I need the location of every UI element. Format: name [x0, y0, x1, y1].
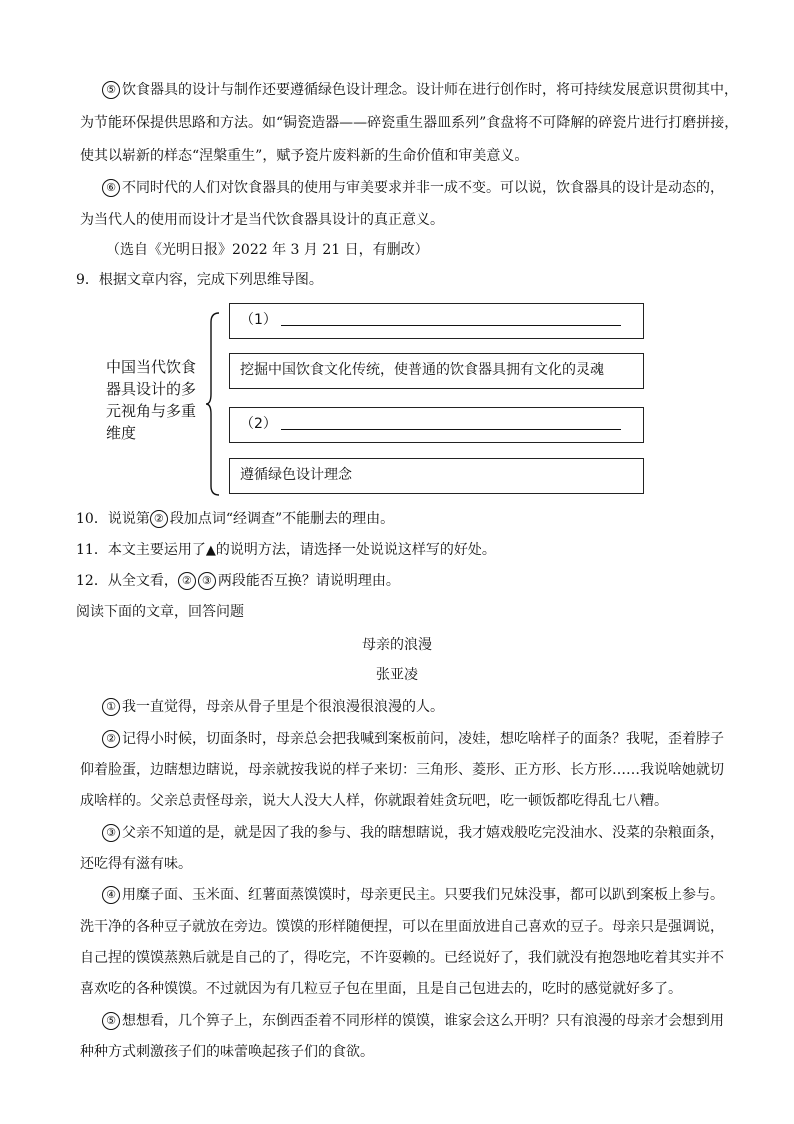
- article-paragraph-3-line-1: ③ 父亲不知道的是，就是因了我的参与、我的瞎想瞎说，我才嬉戏般吃完没油水、没菜的杂粮面条，: [102, 823, 724, 843]
- paragraph-number: ②: [178, 572, 196, 590]
- article-paragraph-4-line-2: 洗干净的各种豆子就放在旁边。馍馍的形样随便捏，可以在里面放进自己喜欢的豆子。母亲只是强调说，: [80, 919, 724, 935]
- paragraph-number: ⑥: [102, 179, 120, 197]
- paragraph-5-line-3: 使其以崭新的样态“涅槃重生”，赋予瓷片废料新的生命价值和审美意义。: [80, 148, 529, 164]
- mindmap-box-2: 挖掘中国饮食文化传统，使普通的饮食器具拥有文化的灵魂: [229, 353, 644, 389]
- triangle-icon: ▲: [205, 543, 216, 558]
- paragraph-number: ②: [102, 730, 120, 748]
- article-paragraph-4-line-4: 喜欢吃的各种馍馍。不过就因为有几粒豆子包在里面，且是自己包进去的，吃时的感觉就好多了。: [80, 981, 682, 997]
- paragraph-number: ④: [102, 886, 120, 904]
- article-paragraph-4-line-1: ④ 用糜子面、玉米面、红薯面蒸馍馍时，母亲更民主。只要我们兄妹没事，都可以趴到案板上参与。: [102, 885, 724, 905]
- mindmap-box-4: 遵循绿色设计理念: [229, 458, 644, 494]
- reading-instruction: 阅读下面的文章，回答问题: [76, 604, 244, 620]
- paragraph-number: ②: [150, 510, 168, 528]
- mindmap-box-1[interactable]: （1）: [229, 303, 644, 339]
- curly-brace-icon: [206, 312, 220, 496]
- paragraph-6-line-1: ⑥ 不同时代的人们对饮食器具的使用与审美要求并非一成不变。可以说，饮食器具的设计是动态的，: [102, 178, 724, 198]
- article-paragraph-2-line-1: ② 记得小时候，切面条时，母亲总会把我喊到案板前问，凌娃，想吃啥样子的面条？我呢，歪着脖子: [102, 729, 724, 749]
- question-12: 12．从全文看， ② ③ 两段能否互换？请说明理由。: [76, 573, 400, 589]
- paragraph-5-line-1: ⑤ 饮食器具的设计与制作还要遵循绿色设计理念。设计师在进行创作时，将可持续发展意识贯彻其中，: [102, 80, 738, 100]
- paragraph-number: ③: [102, 824, 120, 842]
- mindmap-box-3[interactable]: （2）: [229, 407, 644, 443]
- answer-blank[interactable]: [281, 413, 621, 430]
- paragraph-number: ⑤: [102, 81, 120, 99]
- article-paragraph-4-line-3: 自己捏的馍馍蒸熟后就是自己的了，得吃完，不许耍赖的。已经说好了，我们就没有抱怨地吃着其实并不: [80, 950, 724, 966]
- question-9: 9．根据文章内容，完成下列思维导图。: [76, 272, 323, 288]
- question-10: 10．说说第 ② 段加点词“经调查”不能删去的理由。: [76, 511, 395, 527]
- paragraph-number: ⑤: [102, 1012, 120, 1030]
- paragraph-number: ③: [198, 572, 216, 590]
- paragraph-5-line-2: 为节能环保提供思路和方法。如“锔瓷造器——碎瓷重生器皿系列”食盘将不可降解的碎瓷片进行打磨拼接，: [80, 115, 739, 131]
- source-citation: （选自《光明日报》2022 年 3 月 21 日，有删改）: [106, 242, 429, 258]
- article-title: 母亲的浪漫: [362, 637, 432, 653]
- paragraph-6-line-2: 为当代人的使用而设计才是当代饮食器具设计的真正意义。: [80, 212, 444, 228]
- article-paragraph-3-line-2: 还吃得有滋有味。: [80, 856, 192, 872]
- paragraph-number: ①: [102, 698, 120, 716]
- article-paragraph-5-line-2: 种种方式刺激孩子们的味蕾唤起孩子们的食欲。: [80, 1044, 374, 1060]
- article-paragraph-1: ① 我一直觉得，母亲从骨子里是个很浪漫很浪漫的人。: [102, 697, 444, 717]
- answer-blank[interactable]: [281, 309, 621, 326]
- article-paragraph-2-line-2: 仰着脸蛋，边瞎想边瞎说，母亲就按我说的样子来切：三角形、菱形、正方形、长方形……我说啥她就切: [80, 762, 724, 778]
- article-paragraph-2-line-3: 成啥样的。父亲总责怪母亲，说大人没大人样，你就跟着娃贪玩吧，吃一顿饭都吃得乱七八糟。: [80, 793, 668, 809]
- article-paragraph-5-line-1: ⑤ 想想看，几个箅子上，东倒西歪着不同形样的馍馍，谁家会这么开明？只有浪漫的母亲才会想到用: [102, 1011, 724, 1031]
- mindmap-center-label: 中国当代饮食器具设计的多元视角与多重维度: [106, 358, 197, 442]
- article-author: 张亚凌: [376, 667, 418, 683]
- question-11: 11．本文主要运用了▲的说明方法，请选择一处说说这样写的好处。: [76, 542, 496, 558]
